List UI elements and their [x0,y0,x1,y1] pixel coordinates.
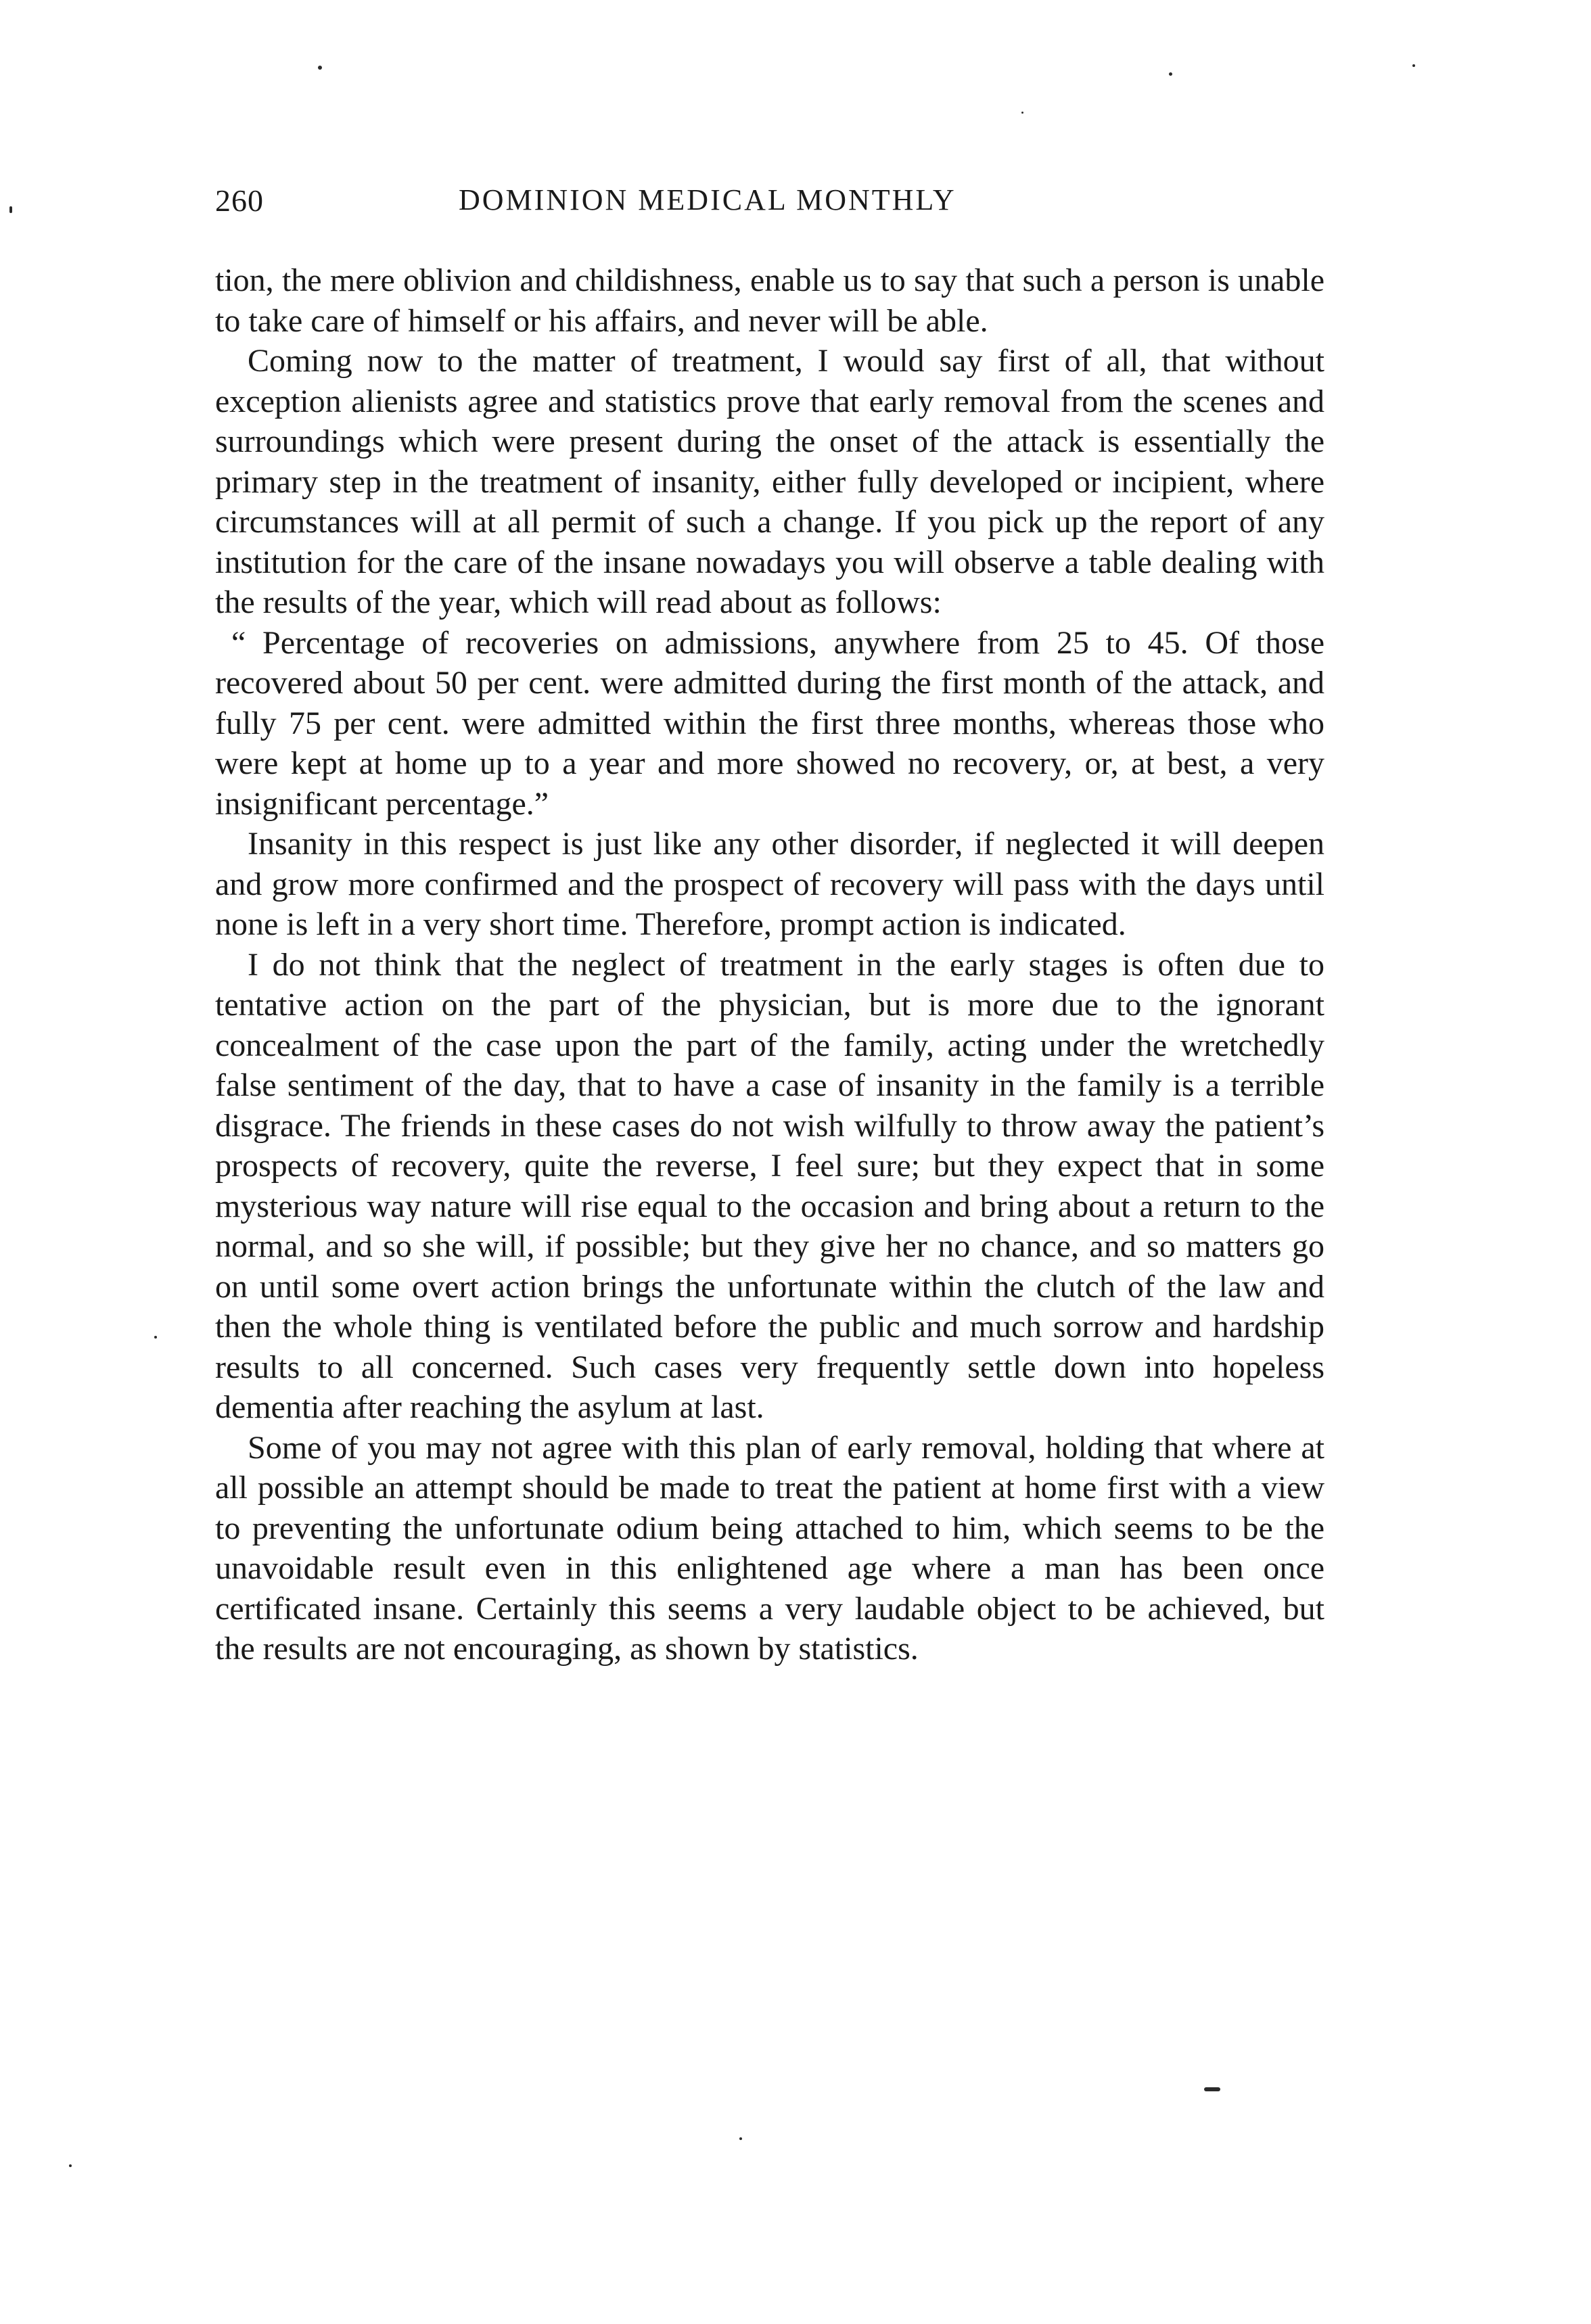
scan-speck [1169,72,1172,76]
body-text [215,260,1324,1669]
paragraph-continuation: tion, the mere oblivion and childishness, enable us to say that such a person is unable to take care of himself or his affairs, and never will be able. [215,262,1324,339]
paragraph-early-removal: Some of you may not agree with this plan of early removal, holding that where at all possible an attempt should be made to treat the patient at home first with a view to preventing the unfortunate odium being attached to him, which seems to be the unavoidable result even in this enlightened age where a man has been once certificated insane. Certainly this seems a very laudable object to be achieved, but the results are not encouraging, as shown by statistics. [215,1429,1324,1667]
scan-speck [318,66,322,70]
page-header [215,183,1324,230]
scan-speck [69,2164,72,2167]
paragraph-quoted-statistics: “ Percentage of recoveries on admissions, anywhere from 25 to 45. Of those recovered about 50 per cent. were admitted during the first month of the attack, and fully 75 per cent. were admitted within the first three months, whereas those who were kept at home up to a year and more showed no recovery, or, at best, a very insignificant percentage.” [215,624,1324,822]
scan-speck [1021,112,1023,114]
running-head: DOMINION MEDICAL MONTHLY [459,183,956,216]
scan-speck [1204,2087,1220,2091]
scan-speck [9,206,12,213]
scan-speck [739,2137,742,2140]
paragraph-insanity-disorder: Insanity in this respect is just like any other disorder, if neglected it will deepen and grow more confirmed and the prospect of recovery will pass with the days until none is left in a very short time. Therefore, prompt action is indicated. [215,826,1324,942]
scan-speck [154,1336,157,1339]
scan-speck [1412,64,1415,67]
paragraph-neglect: I do not think that the neglect of treatment in the early stages is often due to tentative action on the part of the physician, but is more due to the ignorant concealment of the case upon the part of the family, acting under the wretchedly false sentiment of the day, that to have a case of insanity in the family is a terrible disgrace. The friends in these cases do not wish wilfully to throw away the patient’s prospects of recovery, quite the reverse, I feel sure; but they expect that in some mysterious way nature will rise equal to the occasion and bring about a return to the normal, and so she will, if possible; but they give her no chance, and so matters go on until some overt action brings the unfortunate within the clutch of the law and then the whole thing is ventilated before the public and much sorrow and hardship results to all concerned. Such cases very frequently settle down into hopeless dementia after reaching the asylum at last. [215,946,1324,1425]
page-number: 260 [215,183,264,218]
paragraph-treatment: Coming now to the matter of treatment, I would say first of all, that without exception alienists agree and statistics prove that early removal from the scenes and surroundings which were present during the onset of the attack is essentially the primary step in the treatment of insanity, either fully developed or incipient, where circumstances will at all permit of such a change. If you pick up the report of any institution for the care of the insane nowadays you will observe a table dealing with the results of the year, which will read about as follows: [215,343,1324,620]
